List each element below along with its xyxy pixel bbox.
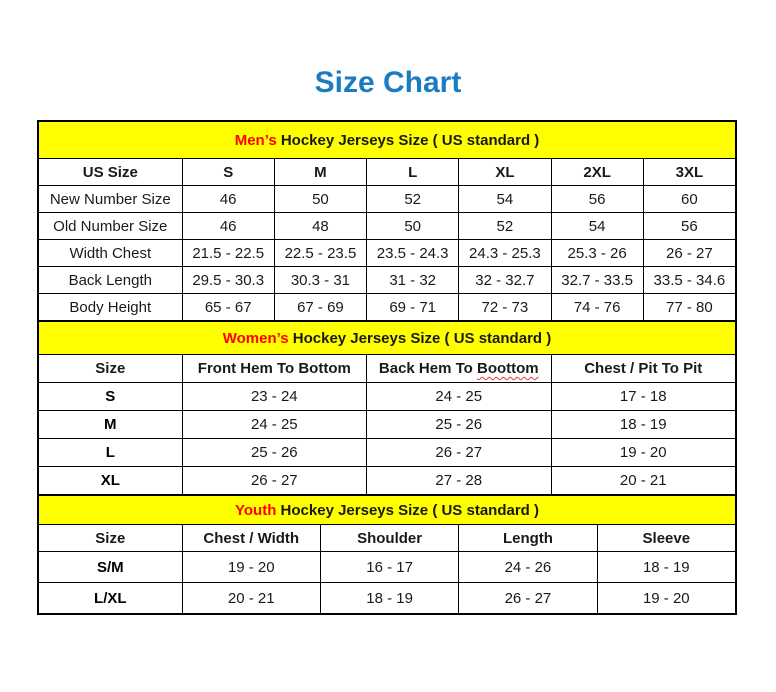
row-label: L xyxy=(39,439,183,467)
column-header: Front Hem To Bottom xyxy=(182,355,366,383)
value-cell: 74 - 76 xyxy=(551,294,643,321)
column-header: Size xyxy=(39,355,183,383)
value-cell: 24 - 25 xyxy=(182,411,366,439)
page-title: Size Chart xyxy=(314,66,462,99)
value-cell: 19 - 20 xyxy=(182,552,320,583)
column-header: XL xyxy=(459,159,551,186)
table-row xyxy=(39,186,736,213)
column-header: 3XL xyxy=(643,159,735,186)
column-header: Length xyxy=(459,525,597,552)
value-cell: 56 xyxy=(551,186,643,213)
mens-heading-row xyxy=(39,122,736,159)
value-cell: 18 - 19 xyxy=(551,411,735,439)
row-label: Body Height xyxy=(39,294,183,321)
womens-heading-highlight: Women’s xyxy=(222,329,289,347)
value-cell: 46 xyxy=(182,213,274,240)
value-cell: 19 - 20 xyxy=(597,583,735,614)
value-cell: 56 xyxy=(643,213,735,240)
value-cell: 46 xyxy=(182,186,274,213)
value-cell: 27 - 28 xyxy=(367,467,551,495)
value-cell: 20 - 21 xyxy=(182,583,320,614)
column-header: Back Hem To Boottom xyxy=(367,355,551,383)
value-cell: 33.5 - 34.6 xyxy=(643,267,735,294)
womens-section-heading: Women’s Hockey Jerseys Size ( US standard ) xyxy=(39,322,736,355)
value-cell: 24.3 - 25.3 xyxy=(459,240,551,267)
value-cell: 30.3 - 31 xyxy=(274,267,366,294)
table-row xyxy=(39,552,736,583)
row-label: Width Chest xyxy=(39,240,183,267)
value-cell: 22.5 - 23.5 xyxy=(274,240,366,267)
value-cell: 52 xyxy=(367,186,459,213)
value-cell: 52 xyxy=(459,213,551,240)
value-cell: 24 - 26 xyxy=(459,552,597,583)
value-cell: 21.5 - 22.5 xyxy=(182,240,274,267)
mens-column-header-row xyxy=(39,159,736,186)
table-row xyxy=(39,267,736,294)
value-cell: 19 - 20 xyxy=(551,439,735,467)
row-label: L/XL xyxy=(39,583,183,614)
value-cell: 26 - 27 xyxy=(182,467,366,495)
value-cell: 48 xyxy=(274,213,366,240)
mens-section-heading: Men’s Hockey Jerseys Size ( US standard ) xyxy=(39,122,736,159)
table-row xyxy=(39,294,736,321)
youth-column-header-row xyxy=(39,525,736,552)
value-cell: 50 xyxy=(367,213,459,240)
column-header: Shoulder xyxy=(320,525,458,552)
value-cell: 65 - 67 xyxy=(182,294,274,321)
table-row xyxy=(39,467,736,495)
value-cell: 72 - 73 xyxy=(459,294,551,321)
value-cell: 67 - 69 xyxy=(274,294,366,321)
mens-size-table xyxy=(38,121,736,321)
value-cell: 25.3 - 26 xyxy=(551,240,643,267)
table-row xyxy=(39,383,736,411)
womens-heading-row xyxy=(39,322,736,355)
value-cell: 31 - 32 xyxy=(367,267,459,294)
value-cell: 18 - 19 xyxy=(597,552,735,583)
column-header: S xyxy=(182,159,274,186)
youth-size-table xyxy=(38,495,736,614)
youth-heading-row xyxy=(39,496,736,525)
column-header: US Size xyxy=(39,159,183,186)
column-header: L xyxy=(367,159,459,186)
value-cell: 23.5 - 24.3 xyxy=(367,240,459,267)
column-header: Chest / Pit To Pit xyxy=(551,355,735,383)
table-row xyxy=(39,213,736,240)
value-cell: 77 - 80 xyxy=(643,294,735,321)
table-row xyxy=(39,240,736,267)
column-header: M xyxy=(274,159,366,186)
value-cell: 54 xyxy=(459,186,551,213)
value-cell: 17 - 18 xyxy=(551,383,735,411)
youth-heading-highlight: Youth xyxy=(235,501,277,519)
column-header: Chest / Width xyxy=(182,525,320,552)
table-row xyxy=(39,411,736,439)
column-header: 2XL xyxy=(551,159,643,186)
value-cell: 50 xyxy=(274,186,366,213)
row-label: S xyxy=(39,383,183,411)
row-label: S/M xyxy=(39,552,183,583)
value-cell: 29.5 - 30.3 xyxy=(182,267,274,294)
value-cell: 26 - 27 xyxy=(367,439,551,467)
value-cell: 20 - 21 xyxy=(551,467,735,495)
value-cell: 25 - 26 xyxy=(182,439,366,467)
value-cell: 16 - 17 xyxy=(320,552,458,583)
row-label: New Number Size xyxy=(39,186,183,213)
value-cell: 18 - 19 xyxy=(320,583,458,614)
mens-heading-highlight: Men’s xyxy=(234,131,277,149)
womens-column-header-row xyxy=(39,355,736,383)
table-row xyxy=(39,583,736,614)
row-label: Back Length xyxy=(39,267,183,294)
row-label: Old Number Size xyxy=(39,213,183,240)
value-cell: 26 - 27 xyxy=(643,240,735,267)
value-cell: 23 - 24 xyxy=(182,383,366,411)
value-cell: 32.7 - 33.5 xyxy=(551,267,643,294)
womens-size-table xyxy=(38,321,736,495)
row-label: XL xyxy=(39,467,183,495)
value-cell: 54 xyxy=(551,213,643,240)
value-cell: 26 - 27 xyxy=(459,583,597,614)
youth-section-heading: Youth Hockey Jerseys Size ( US standard ) xyxy=(39,496,736,525)
value-cell: 69 - 71 xyxy=(367,294,459,321)
column-header: Sleeve xyxy=(597,525,735,552)
misspelled-word: Boottom xyxy=(477,360,539,377)
value-cell: 24 - 25 xyxy=(367,383,551,411)
size-tables xyxy=(37,120,737,615)
row-label: M xyxy=(39,411,183,439)
value-cell: 60 xyxy=(643,186,735,213)
value-cell: 25 - 26 xyxy=(367,411,551,439)
table-row xyxy=(39,439,736,467)
value-cell: 32 - 32.7 xyxy=(459,267,551,294)
column-header: Size xyxy=(39,525,183,552)
